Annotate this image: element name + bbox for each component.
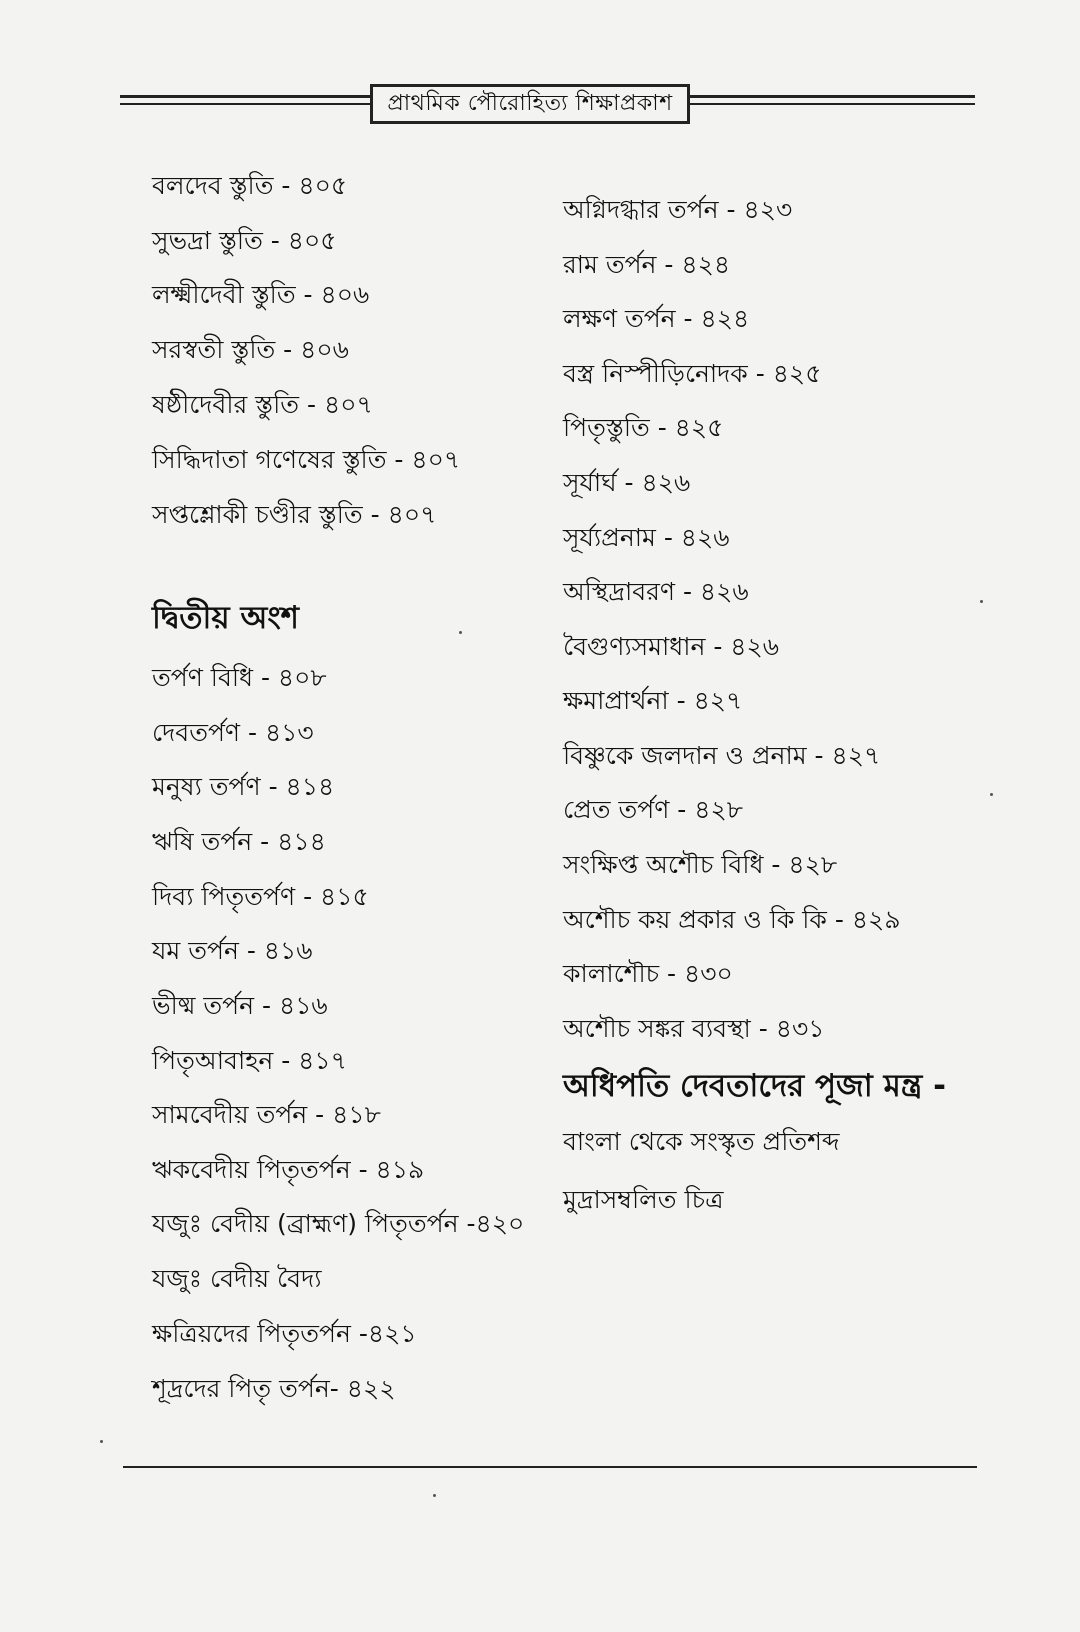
footer-rule xyxy=(123,1466,977,1468)
toc-entry: প্রেত তর্পণ - ৪২৮ xyxy=(563,795,743,824)
section-heading-part-two: দ্বিতীয় অংশ xyxy=(152,600,300,636)
scan-speck xyxy=(980,600,983,603)
toc-entry: বলদেব স্তুতি - ৪০৫ xyxy=(152,171,348,200)
toc-entry: দেবতর্পণ - ৪১৩ xyxy=(152,718,314,747)
toc-entry: সামবেদীয় তর্পন - ৪১৮ xyxy=(152,1100,381,1129)
toc-entry: অশৌচ সঙ্কর ব্যবস্থা - ৪৩১ xyxy=(563,1014,825,1043)
toc-entry: সরস্বতী স্তুতি - ৪০৬ xyxy=(152,335,349,364)
toc-entry: সংক্ষিপ্ত অশৌচ বিধি - ৪২৮ xyxy=(563,850,838,879)
running-header-title: প্রাথমিক পৌরোহিত্য শিক্ষাপ্রকাশ xyxy=(387,90,673,116)
scan-speck xyxy=(459,631,462,634)
toc-entry: বৈগুণ্যসমাধান - ৪২৬ xyxy=(563,632,780,661)
section-heading-adhipati: অধিপতি দেবতাদের পূজা মন্ত্র - xyxy=(563,1068,946,1104)
toc-entry: অস্থিদ্রাবরণ - ৪২৬ xyxy=(563,577,749,606)
toc-entry: মনুষ্য তর্পণ - ৪১৪ xyxy=(152,772,335,801)
toc-entry: লক্ষ্মীদেবী স্তুতি - ৪০৬ xyxy=(152,280,370,309)
toc-entry: যম তর্পন - ৪১৬ xyxy=(152,936,313,965)
toc-entry: সুভদ্রা স্তুতি - ৪০৫ xyxy=(152,226,337,255)
toc-entry: সূর্যার্ঘ - ৪২৬ xyxy=(563,468,691,497)
toc-entry: ঋকবেদীয় পিতৃতর্পন - ৪১৯ xyxy=(152,1155,425,1184)
toc-entry: তর্পণ বিধি - ৪০৮ xyxy=(152,663,327,692)
scan-speck xyxy=(433,1494,436,1497)
toc-entry: ঋষি তর্পন - ৪১৪ xyxy=(152,827,326,856)
toc-entry: কালাশৌচ - ৪৩০ xyxy=(563,959,733,988)
toc-entry: ক্ষত্রিয়দের পিতৃতর্পন -৪২১ xyxy=(152,1319,417,1348)
scan-speck xyxy=(990,793,993,796)
toc-entry: লক্ষণ তর্পন - ৪২৪ xyxy=(563,304,750,333)
toc-entry: ভীষ্ম তর্পন - ৪১৬ xyxy=(152,991,328,1020)
toc-entry: মুদ্রাসম্বলিত চিত্র xyxy=(563,1185,724,1214)
toc-entry: সপ্তশ্লোকী চণ্ডীর স্তুতি - ৪০৭ xyxy=(152,500,437,529)
toc-entry: ষষ্ঠীদেবীর স্তুতি - ৪০৭ xyxy=(152,390,373,419)
toc-entry: পিতৃস্তুতি - ৪২৫ xyxy=(563,413,724,442)
toc-entry: পিতৃআবাহন - ৪১৭ xyxy=(152,1046,347,1075)
toc-entry: বিষ্ণুকে জলদান ও প্রনাম - ৪২৭ xyxy=(563,741,881,770)
toc-entry: যজুঃ বেদীয় (ব্রাহ্মণ) পিতৃতর্পন -৪২০ xyxy=(152,1209,525,1238)
toc-entry: সিদ্ধিদাতা গণেষের স্তুতি - ৪০৭ xyxy=(152,445,461,474)
toc-entry: যজুঃ বেদীয় বৈদ্য xyxy=(152,1264,322,1293)
toc-entry: ক্ষমাপ্রার্থনা - ৪২৭ xyxy=(563,686,743,715)
toc-entry: দিব্য পিতৃতর্পণ - ৪১৫ xyxy=(152,882,369,911)
scan-speck xyxy=(100,1440,103,1443)
toc-entry: শূদ্রদের পিতৃ তর্পন- ৪২২ xyxy=(152,1374,396,1403)
toc-entry: অগ্নিদগ্ধার তর্পন - ৪২৩ xyxy=(563,195,793,224)
toc-entry: রাম তর্পন - ৪২৪ xyxy=(563,250,731,279)
running-header xyxy=(370,84,690,124)
toc-entry: বস্ত্র নিস্পীড়িনোদক - ৪২৫ xyxy=(563,359,822,388)
toc-entry: সূর্য্যপ্রনাম - ৪২৬ xyxy=(563,523,730,552)
toc-entry: বাংলা থেকে সংস্কৃত প্রতিশব্দ xyxy=(563,1127,840,1156)
toc-entry: অশৌচ কয় প্রকার ও কি কি - ৪২৯ xyxy=(563,905,901,934)
